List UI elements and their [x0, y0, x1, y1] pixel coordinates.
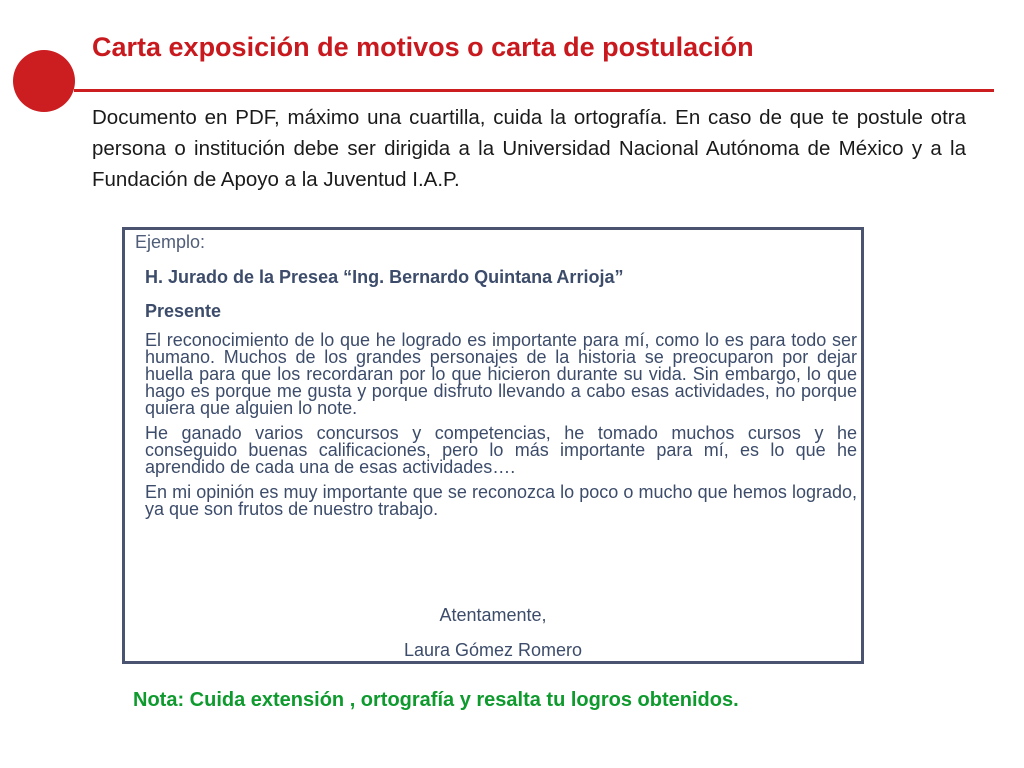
- letter-addressee: H. Jurado de la Presea “Ing. Bernardo Quintana Arrioja”: [145, 267, 624, 287]
- example-letter: [145, 264, 857, 522]
- example-label: Ejemplo:: [135, 232, 206, 252]
- letter-signature: Laura Gómez Romero: [403, 640, 583, 660]
- letter-greeting: Presente: [145, 301, 222, 321]
- note-text: Nota: Cuida extensión , ortografía y resalta tu logros obtenidos.: [133, 689, 739, 711]
- title-underline: [74, 89, 994, 92]
- letter-paragraph: En mi opinión es muy importante que se reconozca lo poco o mucho que hemos logrado, ya que son frutos de nuestro trabajo.: [145, 482, 857, 519]
- intro-paragraph: Documento en PDF, máximo una cuartilla, cuida la ortografía. En caso de que te postule otra persona o institución debe ser dirigida a la Universidad Nacional Autónoma de México y a la Fundación de Apoyo a la Juventud I.A.P.: [92, 106, 966, 191]
- slide-title: Carta exposición de motivos o carta de postulación: [92, 32, 754, 62]
- letter-paragraph: He ganado varios concursos y competencias, he tomado muchos cursos y he conseguido buenas calificaciones, pero lo más importante para mí, es lo que he aprendido de cada una de esas actividades….: [145, 423, 857, 477]
- letter-paragraph: El reconocimiento de lo que he logrado es importante para mí, como lo es para todo ser humano. Muchos de los grandes personajes de la historia se preocuparon por dejar huella para que los recordaran por lo que hicieron durante su vida. Sin embargo, lo que hago es porque me gusta y porque disfruto llevando a cabo esas actividades, no porque quiera que alguien lo note.: [145, 330, 857, 418]
- red-bullet-dot: [13, 50, 75, 112]
- letter-closing: Atentamente,: [439, 605, 547, 625]
